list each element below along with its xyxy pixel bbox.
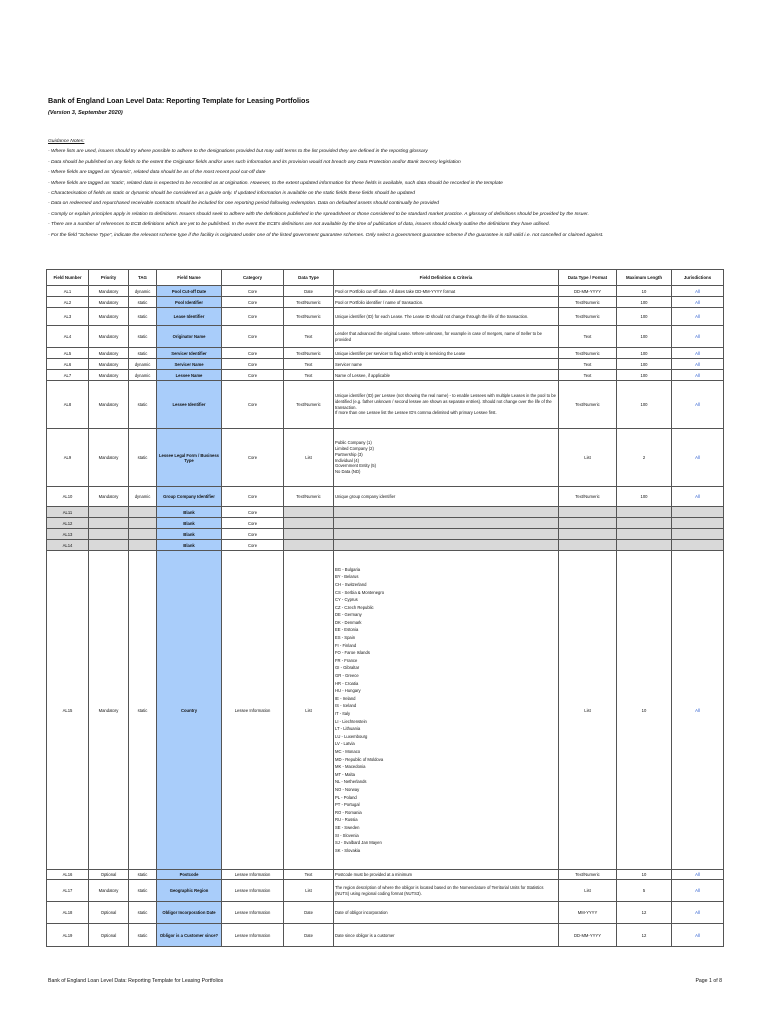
format: Text/Numeric xyxy=(559,348,617,359)
jurisdictions: All xyxy=(672,297,724,308)
field-number: AL5 xyxy=(47,348,89,359)
data-type: List xyxy=(284,429,334,487)
category: Core xyxy=(222,370,284,381)
category: Core xyxy=(222,529,284,540)
tag: dynamic xyxy=(129,286,157,297)
field-number: AL8 xyxy=(47,381,89,429)
table-row xyxy=(47,487,724,507)
category: Core xyxy=(222,286,284,297)
tag: static xyxy=(129,429,157,487)
definition: Unique identifier per servicer to flag which entity is servicing the Lease xyxy=(334,348,559,359)
priority: Mandatory xyxy=(89,370,129,381)
format: Text xyxy=(559,359,617,370)
format: Text xyxy=(559,326,617,348)
field-name: Servicer Identifier xyxy=(157,348,222,359)
priority: Optional xyxy=(89,902,129,924)
format: Text/Numeric xyxy=(559,870,617,880)
field-name: Country xyxy=(157,551,222,870)
category: Core xyxy=(222,326,284,348)
definition: Name of Lessee, if applicable xyxy=(334,370,559,381)
table-row xyxy=(47,297,724,308)
max-length: 100 xyxy=(617,381,672,429)
priority: Mandatory xyxy=(89,551,129,870)
priority: Mandatory xyxy=(89,429,129,487)
category: Core xyxy=(222,540,284,551)
jurisdictions: All xyxy=(672,902,724,924)
priority: Mandatory xyxy=(89,348,129,359)
tag: static xyxy=(129,381,157,429)
max-length: 100 xyxy=(617,359,672,370)
field-name: Lessee Identifier xyxy=(157,381,222,429)
category: Lessee Information xyxy=(222,870,284,880)
field-name: Obligor is a Customer since? xyxy=(157,924,222,947)
definition: Servicer name xyxy=(334,359,559,370)
table-row xyxy=(47,551,724,870)
max-length: 100 xyxy=(617,297,672,308)
table-row xyxy=(47,540,724,551)
definition: Postcode must be provided at a minimum xyxy=(334,870,559,880)
jurisdictions: All xyxy=(672,551,724,870)
max-length: 100 xyxy=(617,487,672,507)
tag: static xyxy=(129,297,157,308)
field-name: Postcode xyxy=(157,870,222,880)
category: Core xyxy=(222,429,284,487)
definition: Pool or Portfolio identifier / name of transaction. xyxy=(334,297,559,308)
col-header-data-type: Data Type xyxy=(284,270,334,286)
format: Text/Numeric xyxy=(559,297,617,308)
table-row xyxy=(47,518,724,529)
table-row xyxy=(47,370,724,381)
format: Text/Numeric xyxy=(559,381,617,429)
col-header-jurisdictions: Jurisdictions xyxy=(672,270,724,286)
guidance-note: - For the field "Scheme Type", indicate the relevant scheme type if the facility is originated under one of the listed government guarantee schemes. Only select a government guarantee scheme if the guarantee is still valid i.e. not cancelled or claimed against. xyxy=(48,232,604,238)
tag: static xyxy=(129,551,157,870)
document-title: Bank of England Loan Level Data: Reporting Template for Leasing Portfolios xyxy=(48,96,310,105)
jurisdictions: All xyxy=(672,924,724,947)
format: MM-YYYY xyxy=(559,902,617,924)
field-name: Lease Identifier xyxy=(157,308,222,326)
col-header-field-number: Field Number xyxy=(47,270,89,286)
priority: Optional xyxy=(89,924,129,947)
field-number: AL18 xyxy=(47,902,89,924)
field-number: AL3 xyxy=(47,308,89,326)
tag: static xyxy=(129,308,157,326)
format: DD-MM-YYYY xyxy=(559,924,617,947)
field-name: Originator Name xyxy=(157,326,222,348)
category: Core xyxy=(222,507,284,518)
guidance-note: - Where fields are tagged as 'dynamic', related data should be as of the most recent pool cut-off date xyxy=(48,170,266,176)
tag: static xyxy=(129,924,157,947)
definition: Date of obligor incorporation xyxy=(334,902,559,924)
field-number: AL13 xyxy=(47,529,89,540)
definition: Pool or Portfolio cut-off date. All dates take DD-MM-YYYY format xyxy=(334,286,559,297)
col-header-max-length: Maximum Length xyxy=(617,270,672,286)
field-name: Servicer Name xyxy=(157,359,222,370)
table-row xyxy=(47,381,724,429)
definition: Unique identifier (ID) per Lessee (not showing the real name) - to enable Lessees with multiple Leases in the pool to be identified (e.g. father unknown / second lessee are shown as separate entries). Should not change over the life of the transaction. If more than one Lessee list the Lessee ID's comma delimited with primary Lessee first. xyxy=(334,381,559,429)
jurisdictions: All xyxy=(672,487,724,507)
guidance-note: - Comply or explain principles apply in relation to definitions. Issuers should seek to adhere with the definitions published in the spreadsheet or those considered to be standard market practice. A glossary of definitions should be provided by the Issuer. xyxy=(48,211,589,217)
col-header-format: Data Type / Format xyxy=(559,270,617,286)
tag: dynamic xyxy=(129,487,157,507)
data-type: List xyxy=(284,880,334,902)
guidance-notes xyxy=(48,137,728,241)
jurisdictions: All xyxy=(672,381,724,429)
max-length: 10 xyxy=(617,870,672,880)
field-number: AL12 xyxy=(47,518,89,529)
field-number: AL11 xyxy=(47,507,89,518)
priority: Mandatory xyxy=(89,381,129,429)
format: Text/Numeric xyxy=(559,308,617,326)
guidance-note: - Data should be published on any fields to the extent the Originator fields and/or uses such information and its provision would not breach any Data Protection and/or Bank Secrecy legislation xyxy=(48,159,461,165)
definition: Date since obligor is a customer xyxy=(334,924,559,947)
definition: Unique identifier (ID) for each Lease. The Lease ID should not change through the life of the transaction. xyxy=(334,308,559,326)
jurisdictions: All xyxy=(672,286,724,297)
field-number: AL14 xyxy=(47,540,89,551)
tag: dynamic xyxy=(129,359,157,370)
data-type: Text xyxy=(284,370,334,381)
guidance-note: - Data on redeemed and repurchased receivable contracts should be included for one reporting period following redemption. Data on defaulted assets should continually be provided xyxy=(48,201,439,207)
table-row xyxy=(47,429,724,487)
definition: BG - Bulgaria BY - Belarus CH - Switzerland CS - Serbia & Montenegro CY - Cyprus CZ - Czech Republic DE - Germany DK - Denmark EE - Estonia ES - Spain FI - Finland FO - Faroe Islands FR - France GI - Gibraltar GR - Greece HR - Croatia HU - Hungary IE - Ireland IS - Iceland IT - Italy LI - Liechtenstein LT - Lithuania LU - Luxembourg LV - Latvia MC - Monaco MD - Republic of Moldova MK - Macedonia MT - Malta NL - Netherlands NO - Norway PL - Poland PT - Portugal RO - Romania RU - Russia SE - Sweden SI - Slovenia SJ - Svalbard Jan Mayen SK - Slovakia xyxy=(334,551,559,870)
jurisdictions: All xyxy=(672,370,724,381)
format: DD-MM-YYYY xyxy=(559,286,617,297)
definition: Lender that advanced the original Lease. Where unknown, for example in case of mergers, name of Seller to be provided xyxy=(334,326,559,348)
tag: static xyxy=(129,880,157,902)
jurisdictions: All xyxy=(672,870,724,880)
max-length: 12 xyxy=(617,924,672,947)
data-type: Text/Numeric xyxy=(284,381,334,429)
col-header-definition: Field Definition & Criteria xyxy=(334,270,559,286)
max-length: 10 xyxy=(617,551,672,870)
category: Core xyxy=(222,381,284,429)
tag: static xyxy=(129,326,157,348)
field-name: Group Company Identifier xyxy=(157,487,222,507)
guidance-note: - Where fields are tagged as 'static', related data is expected to be recorded as at origination. However, to the extent updated information for these fields is available, such data should be recorded in the template xyxy=(48,180,503,186)
field-number: AL4 xyxy=(47,326,89,348)
format: List xyxy=(559,551,617,870)
priority: Mandatory xyxy=(89,359,129,370)
data-type: Text/Numeric xyxy=(284,348,334,359)
priority: Mandatory xyxy=(89,326,129,348)
guidance-note: - Characterisation of fields as static or dynamic should be considered as a guide only. If updated information is available on the static fields these fields should be updated xyxy=(48,191,415,197)
priority: Mandatory xyxy=(89,308,129,326)
field-name: Geographic Region xyxy=(157,880,222,902)
definition: Unique group company identifier xyxy=(334,487,559,507)
max-length: 100 xyxy=(617,370,672,381)
category: Core xyxy=(222,308,284,326)
document-version: (Version 3, September 2020) xyxy=(48,110,123,116)
max-length: 2 xyxy=(617,429,672,487)
field-number: AL17 xyxy=(47,880,89,902)
definition: Public Company (1) Limited Company (2) Partnership (3) Individual (4) Government Entity (5) No Data (ND) xyxy=(334,429,559,487)
data-type: Text/Numeric xyxy=(284,487,334,507)
max-length: 10 xyxy=(617,286,672,297)
jurisdictions: All xyxy=(672,880,724,902)
table-row xyxy=(47,870,724,880)
table-header-row xyxy=(47,270,724,286)
jurisdictions: All xyxy=(672,359,724,370)
category: Core xyxy=(222,359,284,370)
field-number: AL19 xyxy=(47,924,89,947)
data-type: Date xyxy=(284,924,334,947)
tag: dynamic xyxy=(129,370,157,381)
data-type: List xyxy=(284,551,334,870)
jurisdictions: All xyxy=(672,429,724,487)
table-row xyxy=(47,359,724,370)
field-number: AL10 xyxy=(47,487,89,507)
jurisdictions: All xyxy=(672,326,724,348)
table-row xyxy=(47,507,724,518)
field-table xyxy=(46,269,724,947)
data-type: Text xyxy=(284,326,334,348)
category: Core xyxy=(222,297,284,308)
category: Lessee Information xyxy=(222,551,284,870)
field-number: AL6 xyxy=(47,359,89,370)
format: List xyxy=(559,429,617,487)
data-type: Text xyxy=(284,870,334,880)
format: Text/Numeric xyxy=(559,487,617,507)
field-number: AL15 xyxy=(47,551,89,870)
field-name: Blank xyxy=(157,518,222,529)
category: Lessee Information xyxy=(222,924,284,947)
max-length: 100 xyxy=(617,326,672,348)
table-row xyxy=(47,308,724,326)
max-length: 100 xyxy=(617,348,672,359)
category: Core xyxy=(222,518,284,529)
col-header-tag: TAG xyxy=(129,270,157,286)
max-length: 5 xyxy=(617,880,672,902)
priority: Mandatory xyxy=(89,297,129,308)
tag: static xyxy=(129,870,157,880)
field-number: AL16 xyxy=(47,870,89,880)
field-name: Blank xyxy=(157,529,222,540)
footer-title: Bank of England Loan Level Data: Reporting Template for Leasing Portfolios xyxy=(48,978,224,984)
max-length: 12 xyxy=(617,902,672,924)
table-row xyxy=(47,326,724,348)
category: Lessee Information xyxy=(222,902,284,924)
guidance-note: - There are a number of references to ECB definitions which are yet to be published. In the event the ECB's definitions are not available by the time of publication of data, issuers should clearly outline the definitions they have utilised. xyxy=(48,222,550,228)
category: Core xyxy=(222,348,284,359)
col-header-priority: Priority xyxy=(89,270,129,286)
col-header-category: Category xyxy=(222,270,284,286)
definition: The region description of where the obligor is located based on the Nomenclature of Territorial Units for Statistics (NUTS) using regional coding format (NUTS3). xyxy=(334,880,559,902)
col-header-field-name: Field Name xyxy=(157,270,222,286)
field-number: AL7 xyxy=(47,370,89,381)
priority: Mandatory xyxy=(89,880,129,902)
field-number: AL9 xyxy=(47,429,89,487)
table-row xyxy=(47,924,724,947)
guidance-note: - Where lists are used, issuers should try where possible to adhere to the designations provided but may add terms to the list provided they are defined in the reporting glossary xyxy=(48,149,428,155)
field-name: Pool Identifier xyxy=(157,297,222,308)
field-name: Blank xyxy=(157,507,222,518)
table-row xyxy=(47,529,724,540)
table-row xyxy=(47,286,724,297)
priority: Optional xyxy=(89,870,129,880)
table-row xyxy=(47,902,724,924)
data-type: Text/Numeric xyxy=(284,297,334,308)
table-row xyxy=(47,880,724,902)
field-name: Lessee Name xyxy=(157,370,222,381)
tag: static xyxy=(129,348,157,359)
field-number: AL1 xyxy=(47,286,89,297)
max-length: 100 xyxy=(617,308,672,326)
priority: Mandatory xyxy=(89,286,129,297)
tag: static xyxy=(129,902,157,924)
category: Lessee Information xyxy=(222,880,284,902)
category: Core xyxy=(222,487,284,507)
field-number: AL2 xyxy=(47,297,89,308)
data-type: Date xyxy=(284,902,334,924)
field-name: Blank xyxy=(157,540,222,551)
field-name: Obligor Incorporation Date xyxy=(157,902,222,924)
format: Text xyxy=(559,370,617,381)
data-type: Text/Numeric xyxy=(284,308,334,326)
table-row xyxy=(47,348,724,359)
field-name: Pool Cut-off Date xyxy=(157,286,222,297)
guidance-notes-heading: Guidance Notes: xyxy=(48,139,85,144)
format: List xyxy=(559,880,617,902)
data-type: Date xyxy=(284,286,334,297)
page-number: Page 1 of 8 xyxy=(695,978,722,984)
data-type: Text xyxy=(284,359,334,370)
jurisdictions: All xyxy=(672,348,724,359)
field-name: Lessee Legal Form / Business Type xyxy=(157,429,222,487)
priority: Mandatory xyxy=(89,487,129,507)
jurisdictions: All xyxy=(672,308,724,326)
